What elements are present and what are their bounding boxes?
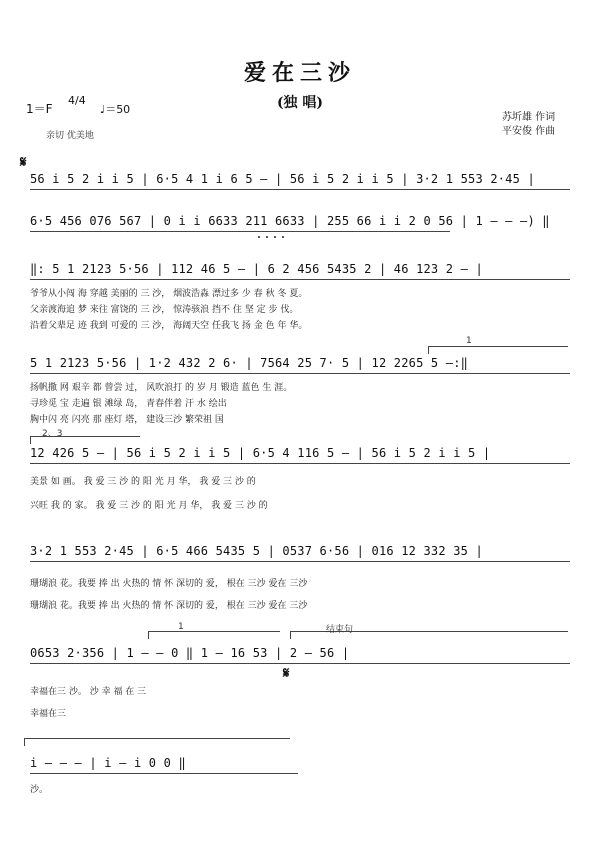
underline-beam bbox=[30, 463, 570, 464]
expression-marking: 亲切 优美地 bbox=[46, 131, 94, 141]
volta-bracket-1 bbox=[148, 631, 280, 632]
segno-sign: 𝄋 bbox=[20, 153, 27, 171]
lyrics-row-3-verse-1: 爷爷从小闯 海 穿越 美丽的 三 沙， 烟波浩淼 漂过多 少 春 秋 冬 夏。 bbox=[30, 289, 308, 299]
lyrics-row-8: 沙。 bbox=[30, 785, 49, 795]
score-row-6: 3·2 1 553 2·45 | 6·5 466 5435 5 | 0537 6·56 | 016 12 332 35 | bbox=[30, 544, 483, 558]
lyricist-credit: 苏圻雄 作词 bbox=[502, 112, 556, 123]
low-octave-dot bbox=[274, 236, 276, 238]
lyrics-row-6-verse-1: 珊瑚浪 花。我要 捧 出 火热的 情 怀 深切的 爱， 根在 三沙 爱在 三沙 bbox=[30, 579, 308, 589]
underline-beam bbox=[30, 561, 570, 562]
volta-label-1: 1 bbox=[466, 336, 472, 346]
lyrics-row-7-verse-1: 幸福在三 沙。 沙 幸 福 在 三 bbox=[30, 687, 147, 697]
volta-bracket-tick bbox=[428, 346, 429, 354]
underline-beam bbox=[30, 231, 450, 232]
coda-bracket-tick bbox=[290, 631, 291, 639]
lyrics-row-5-verse-1: 美景 如 画。 我 爱 三 沙 的 阳 光 月 华， 我 爱 三 沙 的 bbox=[30, 477, 256, 487]
lyrics-row-7-verse-2: 幸福在三 bbox=[30, 709, 67, 719]
tie-bracket bbox=[24, 738, 290, 739]
volta-label-1-end: 1 bbox=[178, 622, 184, 632]
lyrics-row-4-verse-2: 寻珍觅 宝 走遍 银 滩绿 岛， 青春伴着 汗 水 绘出 bbox=[30, 399, 227, 409]
underline-beam bbox=[30, 189, 570, 190]
score-row-2: 6·5 456 076 567 | 0 i i 6633 211 6633 | 255 66 i i 2 0 56 | 1 — — —) ‖ bbox=[30, 214, 550, 228]
song-subtitle: (独 唱) bbox=[276, 95, 324, 111]
segno-sign-coda: 𝄋 bbox=[283, 664, 290, 682]
underline-beam bbox=[30, 279, 570, 280]
volta-bracket-1 bbox=[428, 346, 568, 347]
low-octave-dot bbox=[282, 236, 284, 238]
volta-label-2-3: 2、3 bbox=[42, 429, 63, 439]
tempo-marking: ♩＝50 bbox=[100, 103, 131, 116]
tie-bracket-tick bbox=[24, 738, 25, 746]
song-title: 爱在三沙 bbox=[243, 60, 356, 86]
lyrics-row-4-verse-3: 胸中闪 亮 闪亮 那 座灯 塔， 建设三沙 繁荣祖 国 bbox=[30, 415, 224, 425]
volta-bracket-tick bbox=[30, 436, 31, 444]
underline-beam bbox=[30, 663, 570, 664]
lyrics-row-6-verse-2: 珊瑚浪 花。我要 捧 出 火热的 情 怀 深切的 爱， 根在 三沙 爱在 三沙 bbox=[30, 601, 308, 611]
score-row-4: 5 1 2123 5·56 | 1·2 432 2 6· | 7564 25 7· 5 | 12 2265 5 —:‖ bbox=[30, 356, 469, 370]
score-row-1: 56 i 5 2 i i 5 | 6·5 4 1 i 6 5 — | 56 i 5 2 i i 5 | 3·2 1 553 2·45 | bbox=[30, 172, 535, 186]
key-signature: 1＝F bbox=[26, 102, 53, 116]
lyrics-row-3-verse-3: 沿着父辈足 迹 我到 可爱的 三 沙， 海阔天空 任我飞 扬 金 色 年 华。 bbox=[30, 321, 308, 331]
composer-credit: 平安俊 作曲 bbox=[502, 126, 556, 137]
lyrics-row-5-verse-2: 兴旺 我 的 家。 我 爱 三 沙 的 阳 光 月 华， 我 爱 三 沙 的 bbox=[30, 501, 268, 511]
lyrics-row-3-verse-2: 父亲渡海追 梦 来往 富饶的 三 沙， 惊涛骇浪 挡不 住 坚 定 步 伐。 bbox=[30, 305, 299, 315]
low-octave-dot bbox=[258, 236, 260, 238]
lyrics-row-4-verse-1: 扬帆撒 网 艰辛 都 曾尝 过， 风吹浪打 的 岁 月 锻造 蓝色 生 涯。 bbox=[30, 383, 293, 393]
low-octave-dot bbox=[266, 236, 268, 238]
volta-bracket-tick bbox=[148, 631, 149, 639]
time-signature-text: 4/4 bbox=[68, 94, 86, 107]
score-row-8: i — — — | i — i 0 0 ‖ bbox=[30, 756, 186, 770]
score-row-5: 12 426 5 — | 56 i 5 2 i i 5 | 6·5 4 116 5 — | 56 i 5 2 i i 5 | bbox=[30, 446, 491, 460]
coda-label: 结束句 bbox=[326, 625, 354, 635]
score-row-7: 0653 2·356 | 1 — — 0 ‖ 1 — 16 53 | 2 — 56 | bbox=[30, 646, 350, 660]
underline-beam bbox=[30, 373, 570, 374]
time-signature bbox=[68, 96, 86, 106]
underline-beam bbox=[30, 773, 298, 774]
score-row-3: ‖: 5 1 2123 5·56 | 112 46 5 — | 6 2 456 5435 2 | 46 123 2 — | bbox=[30, 262, 483, 276]
